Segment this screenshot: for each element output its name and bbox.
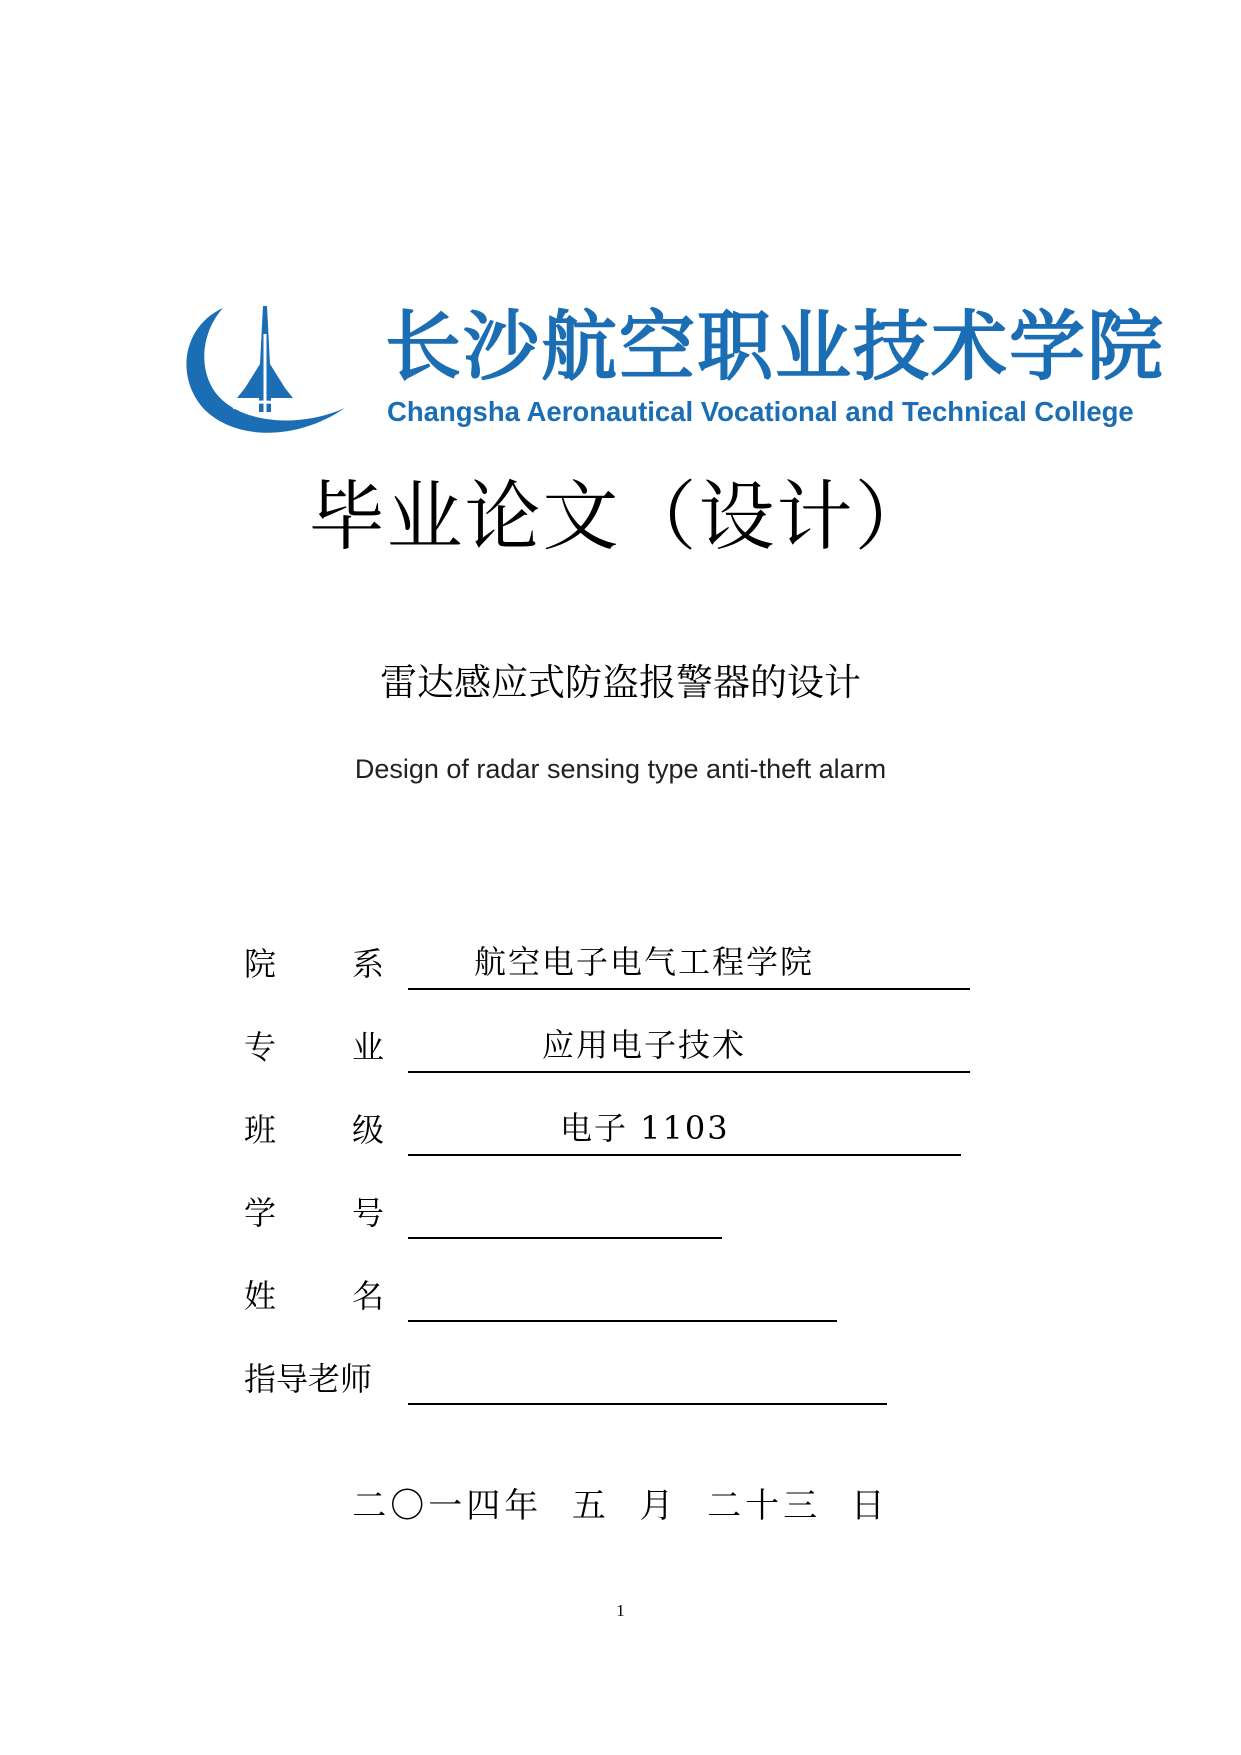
- major-label: [244, 1027, 384, 1067]
- label-char: 号: [351, 1194, 384, 1232]
- label-char: 班: [244, 1111, 277, 1149]
- thesis-title-cn: 雷达感应式防盗报警器的设计: [380, 661, 861, 704]
- label-char: 院: [244, 945, 277, 983]
- advisor-field-line: [408, 1355, 887, 1405]
- page-number: 1: [616, 1601, 625, 1620]
- class-value: 电子 1103: [560, 1109, 730, 1147]
- college-emblem-icon: [175, 304, 360, 434]
- label-char: 学: [244, 1194, 277, 1232]
- department-label: [244, 944, 384, 984]
- college-name-cn: 长沙航空职业技术学院: [385, 302, 1165, 391]
- student-id-field-line: [408, 1189, 722, 1239]
- label-char: 专: [244, 1028, 277, 1066]
- name-label: [244, 1276, 384, 1316]
- label-char: 名: [351, 1277, 384, 1315]
- college-logo: [175, 300, 1165, 440]
- name-field-line: [408, 1272, 837, 1322]
- label-char: 级: [351, 1111, 384, 1149]
- label-char: 业: [351, 1028, 384, 1066]
- label-char: 姓: [244, 1277, 277, 1315]
- class-label: [244, 1110, 384, 1150]
- label-char: 系: [351, 945, 384, 983]
- thesis-title-en: Design of radar sensing type anti-theft alarm: [354, 754, 887, 784]
- main-title: 毕业论文（设计）: [308, 472, 933, 561]
- advisor-label: 指导老师: [244, 1360, 373, 1398]
- major-value: 应用电子技术: [542, 1026, 747, 1064]
- submission-date: 二〇一四年 五 月 二十三 日: [352, 1486, 889, 1526]
- department-value: 航空电子电气工程学院: [474, 943, 815, 981]
- student-id-label: [244, 1193, 384, 1233]
- college-name-en: Changsha Aeronautical Vocational and Technical College: [387, 396, 1134, 427]
